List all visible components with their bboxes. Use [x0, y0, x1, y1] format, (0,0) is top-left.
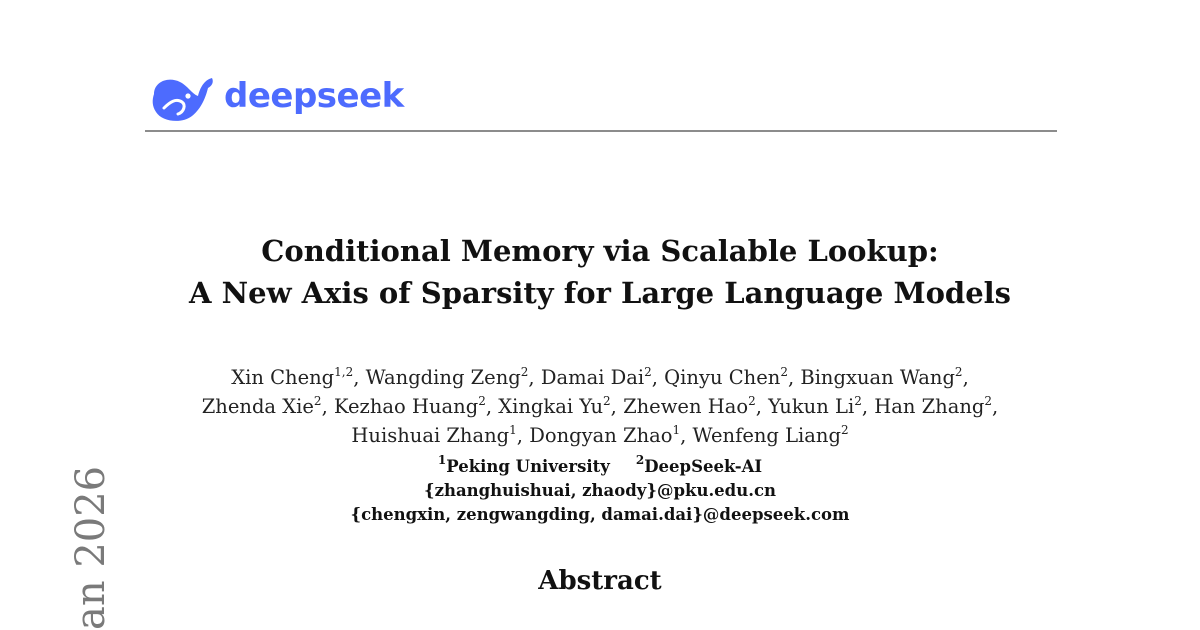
paper-title	[0, 230, 1200, 314]
whale-logo-icon	[148, 72, 216, 124]
author: Zhewen Hao$^2$,	[623, 394, 769, 418]
title-line-2: A New Axis of Sparsity for Large Language Models	[189, 276, 1011, 310]
affiliation: $^2$DeepSeek-AI	[635, 453, 763, 476]
logo-text: deepseek	[224, 76, 404, 116]
author: Zhenda Xie$^2$,	[201, 394, 334, 418]
author: Yukun Li$^2$,	[768, 394, 875, 418]
author: Xingkai Yu$^2$,	[498, 394, 624, 418]
author-line-2	[0, 392, 1200, 421]
abstract-heading: Abstract	[538, 566, 662, 596]
author: Bingxuan Wang$^2$,	[800, 365, 969, 389]
author: Kezhao Huang$^2$,	[333, 394, 499, 418]
author: Dongyan Zhao$^1$,	[529, 423, 693, 447]
deepseek-logo	[148, 72, 404, 124]
author: Qinyu Chen$^2$,	[664, 365, 801, 389]
author: Wenfeng Liang$^2$	[692, 423, 849, 447]
affiliation: $^1$Peking University	[437, 453, 610, 476]
author: Huishuai Zhang$^1$,	[351, 423, 530, 447]
header-rule	[145, 130, 1057, 132]
author-line-3	[0, 421, 1200, 450]
arxiv-side-stamp: an 2026	[68, 465, 114, 630]
author-list	[0, 363, 1200, 450]
email-pku: {zhanghuishuai, zhaody}@pku.edu.cn	[423, 481, 777, 500]
author-line-1	[0, 363, 1200, 392]
affiliations-block	[0, 455, 1200, 527]
author: Damai Dai$^2$,	[540, 365, 665, 389]
email-deepseek: {chengxin, zengwangding, damai.dai}@deepseek.com	[350, 505, 850, 524]
author: Wangding Zeng$^2$,	[365, 365, 541, 389]
title-line-1: Conditional Memory via Scalable Lookup:	[261, 234, 939, 268]
author: Xin Cheng$^{1,2}$,	[231, 365, 366, 389]
affiliation-line	[0, 455, 1200, 479]
author: Han Zhang$^2$,	[874, 394, 999, 418]
